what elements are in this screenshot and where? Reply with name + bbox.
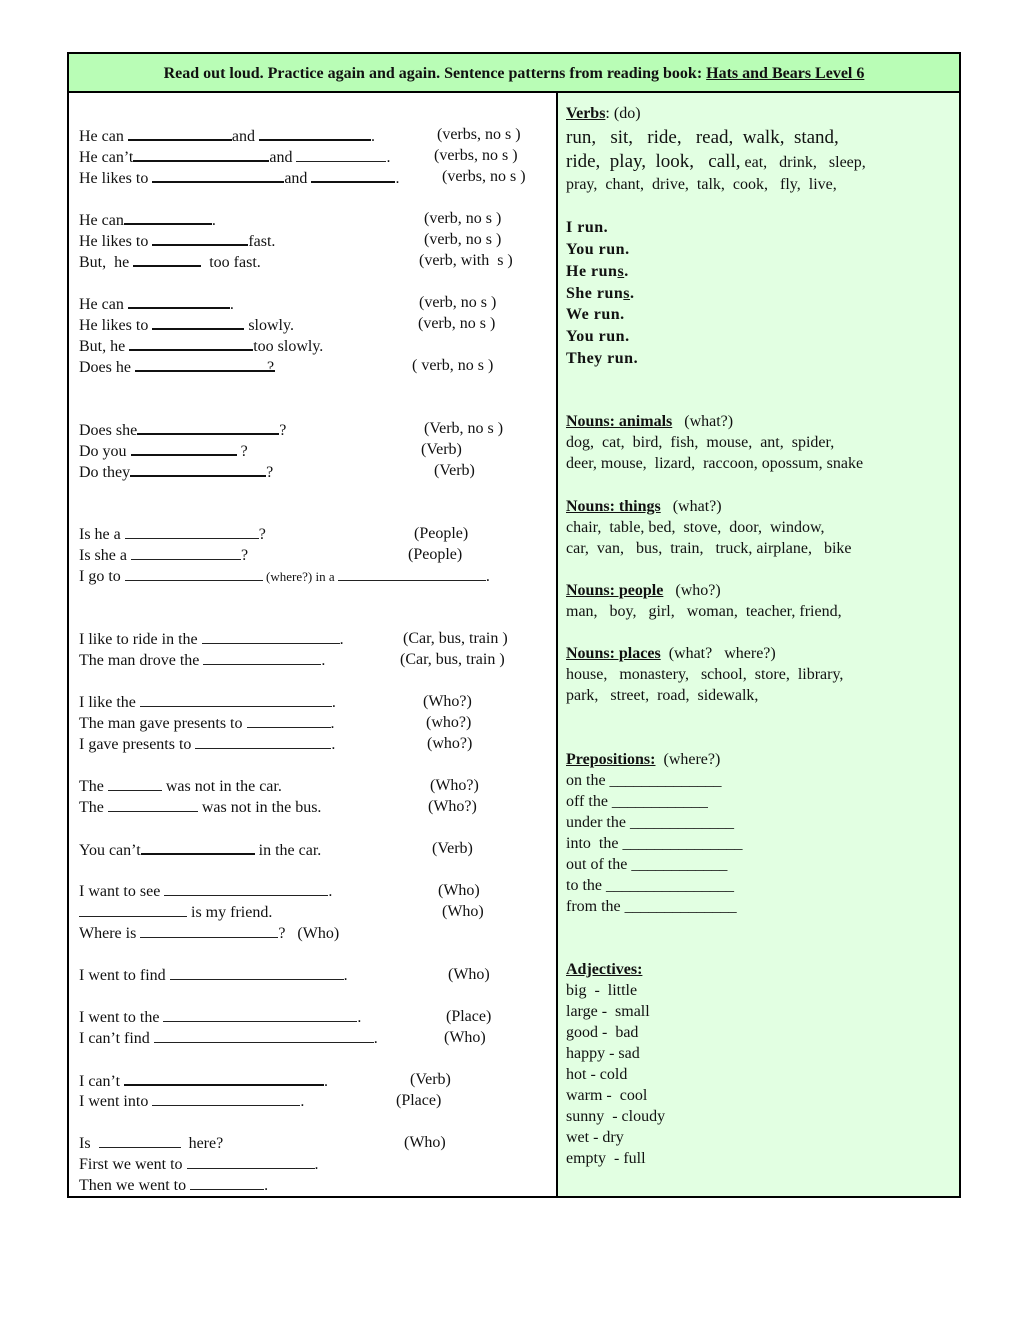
pattern-line: First we went to . — [79, 1153, 319, 1175]
pattern-line: But, he too fast. — [79, 250, 261, 273]
blank-field[interactable] — [128, 124, 232, 141]
pattern-line: Is he a ? — [79, 523, 266, 545]
pattern-line: The was not in the car. — [79, 775, 282, 797]
conjugation-line: You run. — [566, 241, 630, 258]
pattern-line: I went to the . — [79, 1006, 361, 1028]
blank-field[interactable] — [108, 775, 162, 791]
conjugation-line: We run. — [566, 306, 625, 323]
places-row: house, monastery, school, store, library, — [566, 666, 844, 683]
pattern-hint: (Car, bus, train ) — [400, 651, 505, 668]
pattern-hint: (verb, no s ) — [424, 210, 502, 227]
pattern-hint: (Who?) — [430, 777, 479, 794]
pattern-hint: (Place) — [396, 1092, 442, 1109]
adjective-pair: good - bad — [566, 1024, 639, 1041]
word-bank-column — [558, 93, 959, 1196]
worksheet-table — [67, 52, 961, 1198]
blank-field[interactable] — [152, 229, 248, 246]
blank-field[interactable] — [259, 124, 371, 141]
prepositions-heading: Prepositions: (where?) — [566, 751, 721, 768]
pattern-hint: (Verb) — [434, 462, 475, 479]
preposition-item: under the _____________ — [566, 814, 734, 831]
pattern-hint: (Who) — [438, 882, 480, 899]
blank-field[interactable] — [154, 1027, 374, 1043]
blank-field[interactable] — [247, 712, 331, 728]
pattern-hint: (Who) — [448, 966, 490, 983]
blank-field[interactable] — [338, 565, 486, 581]
pattern-line: You can’t in the car. — [79, 838, 321, 861]
pattern-hint: (Who) — [442, 903, 484, 920]
pattern-hint: (People) — [408, 546, 463, 563]
conjugation-line: You run. — [566, 328, 630, 345]
adjective-pair: large - small — [566, 1003, 650, 1020]
blank-field[interactable] — [141, 838, 255, 855]
conjugation-line: She runs. — [566, 285, 635, 302]
animals-row: deer, mouse, lizard, raccoon, opossum, snake — [566, 455, 864, 472]
blank-field[interactable] — [152, 313, 244, 330]
blank-field[interactable] — [131, 439, 237, 456]
things-row: car, van, bus, train, truck, airplane, bike — [566, 540, 852, 557]
blank-field[interactable] — [135, 355, 275, 372]
verbs-row: run, sit, ride, read, walk, stand, — [566, 127, 839, 148]
pattern-line: Is she a ? — [79, 544, 248, 566]
blank-field[interactable] — [163, 1006, 357, 1022]
adjectives-heading: Adjectives: — [566, 961, 643, 978]
book-title: Hats and Bears Level 6 — [706, 65, 865, 82]
pattern-hint: (verbs, no s ) — [434, 147, 518, 164]
pattern-line: I like to ride in the . — [79, 628, 344, 650]
people-heading: Nouns: people (who?) — [566, 582, 721, 599]
conjugation-line: I run. — [566, 219, 609, 236]
pattern-hint: (Who) — [404, 1134, 446, 1151]
pattern-line: Is here? — [79, 1132, 223, 1154]
preposition-item: on the ______________ — [566, 772, 722, 789]
blank-field[interactable] — [125, 523, 259, 539]
blank-field[interactable] — [133, 145, 269, 162]
instruction-text: Read out loud. Practice again and again. Sentence patterns from reading book: — [163, 65, 707, 82]
blank-field[interactable] — [202, 628, 340, 644]
pattern-hint: (verb, no s ) — [418, 315, 496, 332]
worksheet-header — [69, 54, 959, 93]
pattern-hint: (Who?) — [423, 693, 472, 710]
pattern-line: He can’t and . — [79, 145, 390, 168]
pattern-hint: (Who) — [444, 1029, 486, 1046]
blank-field[interactable] — [195, 733, 331, 749]
preposition-item: into the _______________ — [566, 835, 743, 852]
pattern-hint: (Car, bus, train ) — [403, 630, 508, 647]
pattern-line: The was not in the bus. — [79, 796, 321, 818]
adjective-pair: hot - cold — [566, 1066, 628, 1083]
preposition-item: out of the ____________ — [566, 856, 728, 873]
pattern-line: I like the . — [79, 691, 336, 713]
blank-field[interactable] — [203, 649, 321, 665]
pattern-hint: (verb, no s ) — [424, 231, 502, 248]
adjective-pair: sunny - cloudy — [566, 1108, 666, 1125]
pattern-line: I went into . — [79, 1090, 304, 1112]
pattern-hint: (Verb, no s ) — [424, 420, 504, 437]
blank-field[interactable] — [170, 964, 344, 980]
pattern-line: But, he too slowly. — [79, 334, 323, 357]
blank-field[interactable] — [131, 544, 241, 560]
blank-field[interactable] — [140, 691, 332, 707]
pattern-hint: (People) — [414, 525, 469, 542]
blank-field[interactable] — [129, 334, 253, 351]
blank-field[interactable] — [187, 1153, 315, 1169]
adjective-pair: wet - dry — [566, 1129, 624, 1146]
blank-field[interactable] — [164, 880, 328, 896]
verbs-row: pray, chant, drive, talk, cook, fly, live, — [566, 176, 837, 193]
blank-field[interactable] — [133, 250, 201, 267]
pattern-line: Do they ? — [79, 460, 273, 483]
pattern-line: He likes to and . — [79, 166, 399, 189]
pattern-line: Does she ? — [79, 418, 286, 441]
animals-heading: Nouns: animals (what?) — [566, 413, 734, 430]
blank-field[interactable] — [137, 418, 279, 435]
pattern-line: I gave presents to . — [79, 733, 335, 755]
animals-row: dog, cat, bird, fish, mouse, ant, spider, — [566, 434, 835, 451]
pattern-line: is my friend. — [79, 901, 272, 923]
blank-field[interactable] — [296, 146, 386, 162]
pattern-line: I went to find . — [79, 964, 348, 986]
pattern-hint: (Verb) — [421, 441, 462, 458]
pattern-line: Then we went to . — [79, 1174, 268, 1196]
sentence-patterns-column — [69, 93, 558, 1196]
pattern-hint: (verbs, no s ) — [437, 126, 521, 143]
blank-field[interactable] — [311, 166, 395, 183]
pattern-hint: (verb, with s ) — [419, 252, 513, 269]
preposition-item: off the ____________ — [566, 793, 708, 810]
pattern-line: I can’t find . — [79, 1027, 378, 1049]
things-heading: Nouns: things (what?) — [566, 498, 722, 515]
conjugation-line: They run. — [566, 350, 639, 367]
pattern-hint: (verb, no s ) — [419, 294, 497, 311]
places-row: park, street, road, sidewalk, — [566, 687, 759, 704]
adjective-pair: warm - cool — [566, 1087, 648, 1104]
blank-field[interactable] — [128, 292, 230, 309]
blank-field[interactable] — [152, 1090, 300, 1106]
places-heading: Nouns: places (what? where?) — [566, 645, 776, 662]
verbs-heading: Verbs: (do) — [566, 105, 641, 122]
pattern-line: He can . — [79, 208, 216, 231]
blank-field[interactable] — [99, 1132, 181, 1148]
preposition-item: from the ______________ — [566, 898, 737, 915]
pattern-line: The man gave presents to . — [79, 712, 335, 734]
pattern-line: I go to (where?) in a . — [79, 565, 490, 587]
things-row: chair, table, bed, stove, door, window, — [566, 519, 825, 536]
pattern-line: Do you ? — [79, 439, 248, 462]
pattern-line: I can’t . — [79, 1069, 328, 1092]
verbs-row: ride, play, look, call, eat, drink, sleep, — [566, 151, 866, 172]
blank-field[interactable] — [125, 565, 263, 581]
pattern-hint: (who?) — [427, 735, 473, 752]
blank-field[interactable] — [152, 166, 284, 183]
blank-field[interactable] — [140, 922, 278, 938]
pattern-line: Does he ? — [79, 355, 274, 378]
pattern-line: I want to see . — [79, 880, 332, 902]
blank-field[interactable] — [79, 901, 187, 917]
blank-field[interactable] — [124, 1069, 324, 1086]
pattern-hint: (who?) — [426, 714, 472, 731]
blank-field[interactable] — [130, 460, 266, 477]
blank-field[interactable] — [124, 208, 212, 225]
blank-field[interactable] — [190, 1174, 264, 1190]
pattern-hint: (Place) — [446, 1008, 492, 1025]
pattern-line: He likes to fast. — [79, 229, 275, 252]
adjective-pair: empty - full — [566, 1150, 646, 1167]
pattern-line: He can and . — [79, 124, 375, 147]
pattern-line: Where is ? (Who) — [79, 922, 339, 944]
preposition-item: to the ________________ — [566, 877, 734, 894]
adjective-pair: happy - sad — [566, 1045, 640, 1062]
pattern-hint: (Who?) — [428, 798, 477, 815]
pattern-hint: ( verb, no s ) — [412, 357, 494, 374]
blank-field[interactable] — [108, 796, 198, 812]
pattern-line: He can . — [79, 292, 234, 315]
pattern-hint: (Verb) — [410, 1071, 451, 1088]
people-row: man, boy, girl, woman, teacher, friend, — [566, 603, 842, 620]
pattern-hint: (Verb) — [432, 840, 473, 857]
pattern-line: The man drove the . — [79, 649, 325, 671]
conjugation-line: He runs. — [566, 263, 629, 280]
pattern-line: He likes to slowly. — [79, 313, 294, 336]
adjective-pair: big - little — [566, 982, 638, 999]
pattern-hint: (verbs, no s ) — [442, 168, 526, 185]
